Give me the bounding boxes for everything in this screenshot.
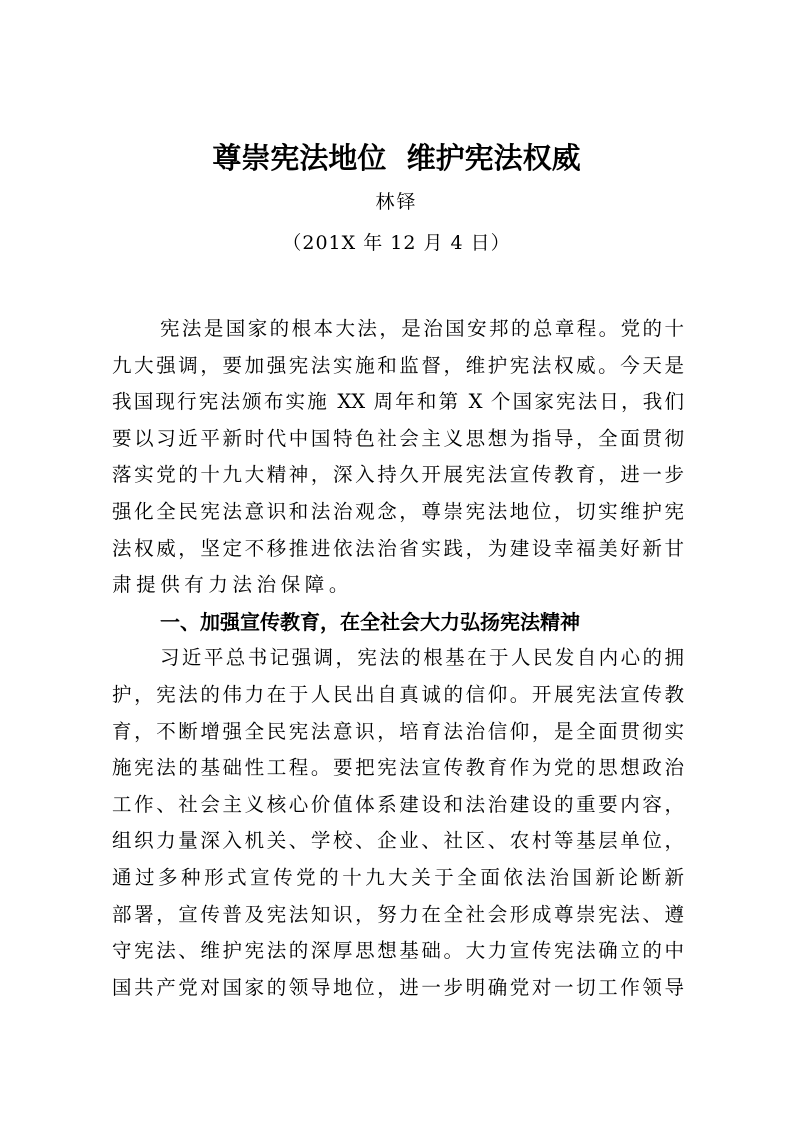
- paragraph-2-line-8: 部署，宣传普及宪法知识，努力在全社会形成尊崇宪法、遵: [112, 902, 684, 926]
- paragraph-1-line-2: 九大强调，要加强宪法实施和监督，维护宪法权威。今天是: [112, 353, 684, 377]
- paragraph-1-line-7: 法权威，坚定不移推进依法治省实践，为建设幸福美好新甘: [112, 536, 684, 560]
- paragraph-2-line-2: 护，宪法的伟力在于人民出自真诚的信仰。开展宪法宣传教: [112, 682, 684, 706]
- paragraph-2-line-5: 工作、社会主义核心价值体系建设和法治建设的重要内容，: [112, 792, 684, 816]
- paragraph-2-line-4: 施宪法的基础性工程。要把宪法宣传教育作为党的思想政治: [112, 756, 684, 780]
- paragraph-1-line-5: 落实党的十九大精神，深入持久开展宪法宣传教育，进一步: [112, 463, 684, 487]
- paragraph-2-line-1: 习近平总书记强调，宪法的根基在于人民发自内心的拥: [160, 646, 684, 670]
- paragraph-1-line-1: 宪法是国家的根本大法，是治国安邦的总章程。党的十: [160, 317, 684, 340]
- paragraph-2-line-9: 守宪法、维护宪法的深厚思想基础。大力宣传宪法确立的中: [112, 939, 684, 963]
- document-author: 林铎: [375, 191, 418, 213]
- paragraph-2-line-3: 育，不断增强全民宪法意识，培育法治信仰，是全面贯彻实: [112, 719, 684, 743]
- paragraph-1-line-3: 我国现行宪法颁布实施 XX 周年和第 X 个国家宪法日，我们: [112, 390, 684, 414]
- document-body: [112, 311, 684, 1006]
- document-title: 尊崇宪法地位 维护宪法权威: [212, 141, 581, 175]
- paragraph-2-line-6: 组织力量深入机关、学校、企业、社区、农村等基层单位，: [112, 829, 684, 853]
- paragraph-2-line-10: 国共产党对国家的领导地位，进一步明确党对一切工作领导: [112, 975, 684, 999]
- paragraph-2-line-7: 通过多种形式宣传党的十九大关于全面依法治国新论断新: [112, 865, 684, 889]
- paragraph-1-line-6: 强化全民宪法意识和法治观念，尊崇宪法地位，切实维护宪: [112, 499, 684, 523]
- document-date: （201X 年 12 月 4 日）: [282, 232, 511, 254]
- paragraph-1-line-8: 肃提供有力法治保障。: [112, 573, 354, 597]
- section-heading-1: 一、加强宣传教育，在全社会大力弘扬宪法精神: [160, 609, 580, 634]
- paragraph-1-line-4: 要以习近平新时代中国特色社会主义思想为指导，全面贯彻: [112, 426, 684, 450]
